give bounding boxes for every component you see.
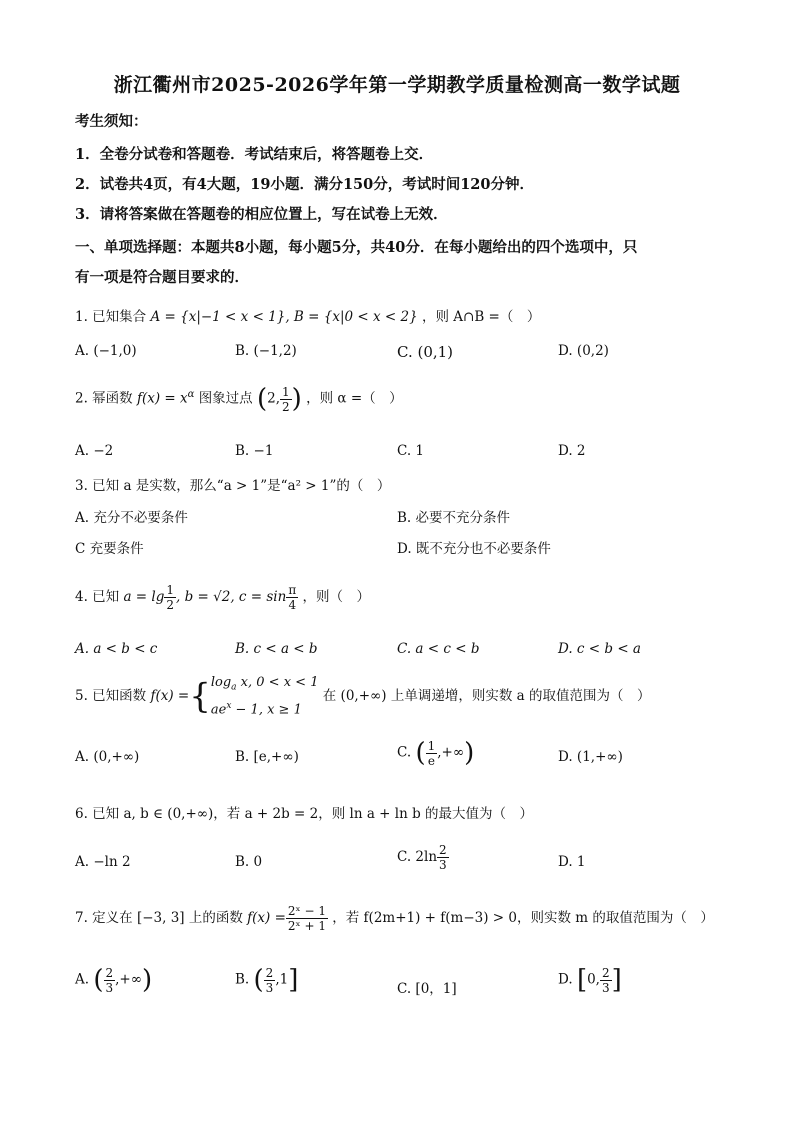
- q3-option-a: A. 充分不必要条件: [75, 510, 188, 526]
- q5-option-c: C. ( $\frac{1}{e}$ ,+∞): [397, 738, 475, 768]
- question-4: [75, 583, 370, 612]
- q5-prefix: 5. 已知函数: [75, 687, 147, 704]
- q5-tail: 在 (0,+∞) 上单调递增，则实数 a 的取值范围为（ ）: [322, 687, 651, 704]
- q5-option-b: B. [e,+∞): [235, 749, 299, 765]
- q5-fx: f(x) =: [150, 687, 190, 704]
- q6-option-c: C. 2ln $\frac{2}{3}$: [397, 843, 447, 872]
- q7-fraction: $\frac{\text{2ˣ − 1}}{\text{2ˣ + 1}}$: [287, 904, 326, 933]
- q2-option-b: B. −1: [235, 443, 274, 459]
- q2-option-d: D. 2: [558, 443, 586, 459]
- question-2: 2. 幂函数 $f(x) = x^\alpha$ 图象过点 (2, $\frac{1}{2}$ ) ，则 α =（ ）: [75, 384, 403, 414]
- question-7: [75, 904, 714, 933]
- q4-option-d: D. c < b < a: [558, 641, 641, 657]
- q1-sets: A = {x|−1 < x < 1}, B = {x|0 < x < 2}: [150, 309, 418, 325]
- q3-option-b: B. 必要不充分条件: [397, 510, 511, 526]
- q4-a-expr: a = lg: [123, 589, 165, 605]
- q7-option-a: A. ( $\frac{2}{3}$ ,+∞): [75, 965, 153, 995]
- q6-option-a: A. −ln 2: [75, 854, 131, 870]
- q4-fraction-pi4: $\frac{\pi}{4}$: [288, 583, 297, 612]
- q4-option-b: B. c < a < b: [235, 641, 318, 657]
- q1-prefix: 1. 已知集合: [75, 309, 147, 325]
- q1-option-c: C. (0,1): [397, 343, 454, 361]
- question-3: 3. 已知 a 是实数，那么“a > 1”是“a² > 1”的（ ）: [75, 478, 391, 494]
- q1-tail: ，则 A∩B =（ ）: [421, 309, 541, 325]
- q6-option-d: D. 1: [558, 854, 586, 870]
- note-3: 3．请将答案做在答题卷的相应位置上，写在试卷上无效．: [75, 206, 448, 223]
- q4-tail: ，则（ ）: [302, 589, 370, 605]
- q2-option-c: C. 1: [397, 443, 425, 459]
- question-1: [75, 305, 540, 325]
- q7-option-d: D. [0, $\frac{2}{3}$ ]: [558, 965, 622, 995]
- q2-option-a: A. −2: [75, 443, 114, 459]
- q5-option-a: A. (0,+∞): [75, 749, 140, 765]
- q2-exponent: α: [187, 389, 195, 400]
- q2-prefix: 2. 幂函数: [75, 390, 133, 407]
- q4-bc-expr: , b = √2, c = sin: [176, 589, 287, 605]
- q7-option-c: C. [0，1]: [397, 981, 457, 997]
- q5-option-d: D. (1,+∞): [558, 749, 623, 765]
- q2-point-fraction: $\frac{1}{2}$: [282, 384, 290, 414]
- q4-prefix: 4. 已知: [75, 589, 120, 605]
- q5-piecewise: $\log_a x$, 0 < x < 1 $ae^x - 1$, x ≥ 1: [210, 675, 319, 717]
- notes-heading: 考生须知：: [75, 113, 148, 130]
- q1-option-a: A. (−1,0): [75, 343, 137, 359]
- q3-option-c: C 充要条件: [75, 541, 144, 557]
- q4-option-a: A. a < b < c: [75, 641, 158, 657]
- q2-func: f(x) = x: [136, 390, 188, 407]
- section-heading-line2: 有一项是符合题目要求的．: [75, 269, 249, 286]
- section-heading-line1: 一、单项选择题：本题共8小题，每小题5分，共40分．在每小题给出的四个选项中，只: [75, 239, 638, 256]
- q2-tail: ，则 α =（ ）: [306, 390, 403, 407]
- q2-point-x: 2,: [267, 390, 281, 407]
- question-6: 6. 已知 a, b ∈ (0,+∞)，若 a + 2b = 2，则 ln a + ln b 的最大值为（ ）: [75, 806, 534, 822]
- q6-option-b: B. 0: [235, 854, 263, 870]
- q2-mid: 图象过点: [198, 390, 253, 407]
- q7-tail: ，若 f(2m+1) + f(m−3) > 0，则实数 m 的取值范围为（ ）: [332, 910, 714, 926]
- note-2: 2．试卷共4页，有4大题，19小题．满分150分，考试时间120分钟．: [75, 176, 534, 193]
- q7-fx: f(x) =: [247, 910, 286, 926]
- q4-option-c: C. a < c < b: [397, 641, 480, 657]
- q4-fraction-half: $\frac{1}{2}$: [166, 583, 175, 612]
- page-title: 浙江衢州市2025-2026学年第一学期教学质量检测高一数学试题: [113, 74, 681, 96]
- note-1: 1．全卷分试卷和答题卷．考试结束后，将答题卷上交．: [75, 146, 434, 163]
- q3-option-d: D. 既不充分也不必要条件: [397, 541, 551, 557]
- q1-option-d: D. (0,2): [558, 343, 609, 359]
- q1-option-b: B. (−1,2): [235, 343, 297, 359]
- q7-prefix: 7. 定义在 [−3, 3] 上的函数: [75, 910, 243, 926]
- question-5: 5. 已知函数 f(x) ={ $\log_a x$, 0 < x < 1 $ae^x - 1$, x ≥ 1 在 (0,+∞) 上单调递增，则实数 a 的取值范围为（ ）: [75, 675, 651, 717]
- q7-option-b: B. ( $\frac{2}{3}$ ,1]: [235, 965, 299, 995]
